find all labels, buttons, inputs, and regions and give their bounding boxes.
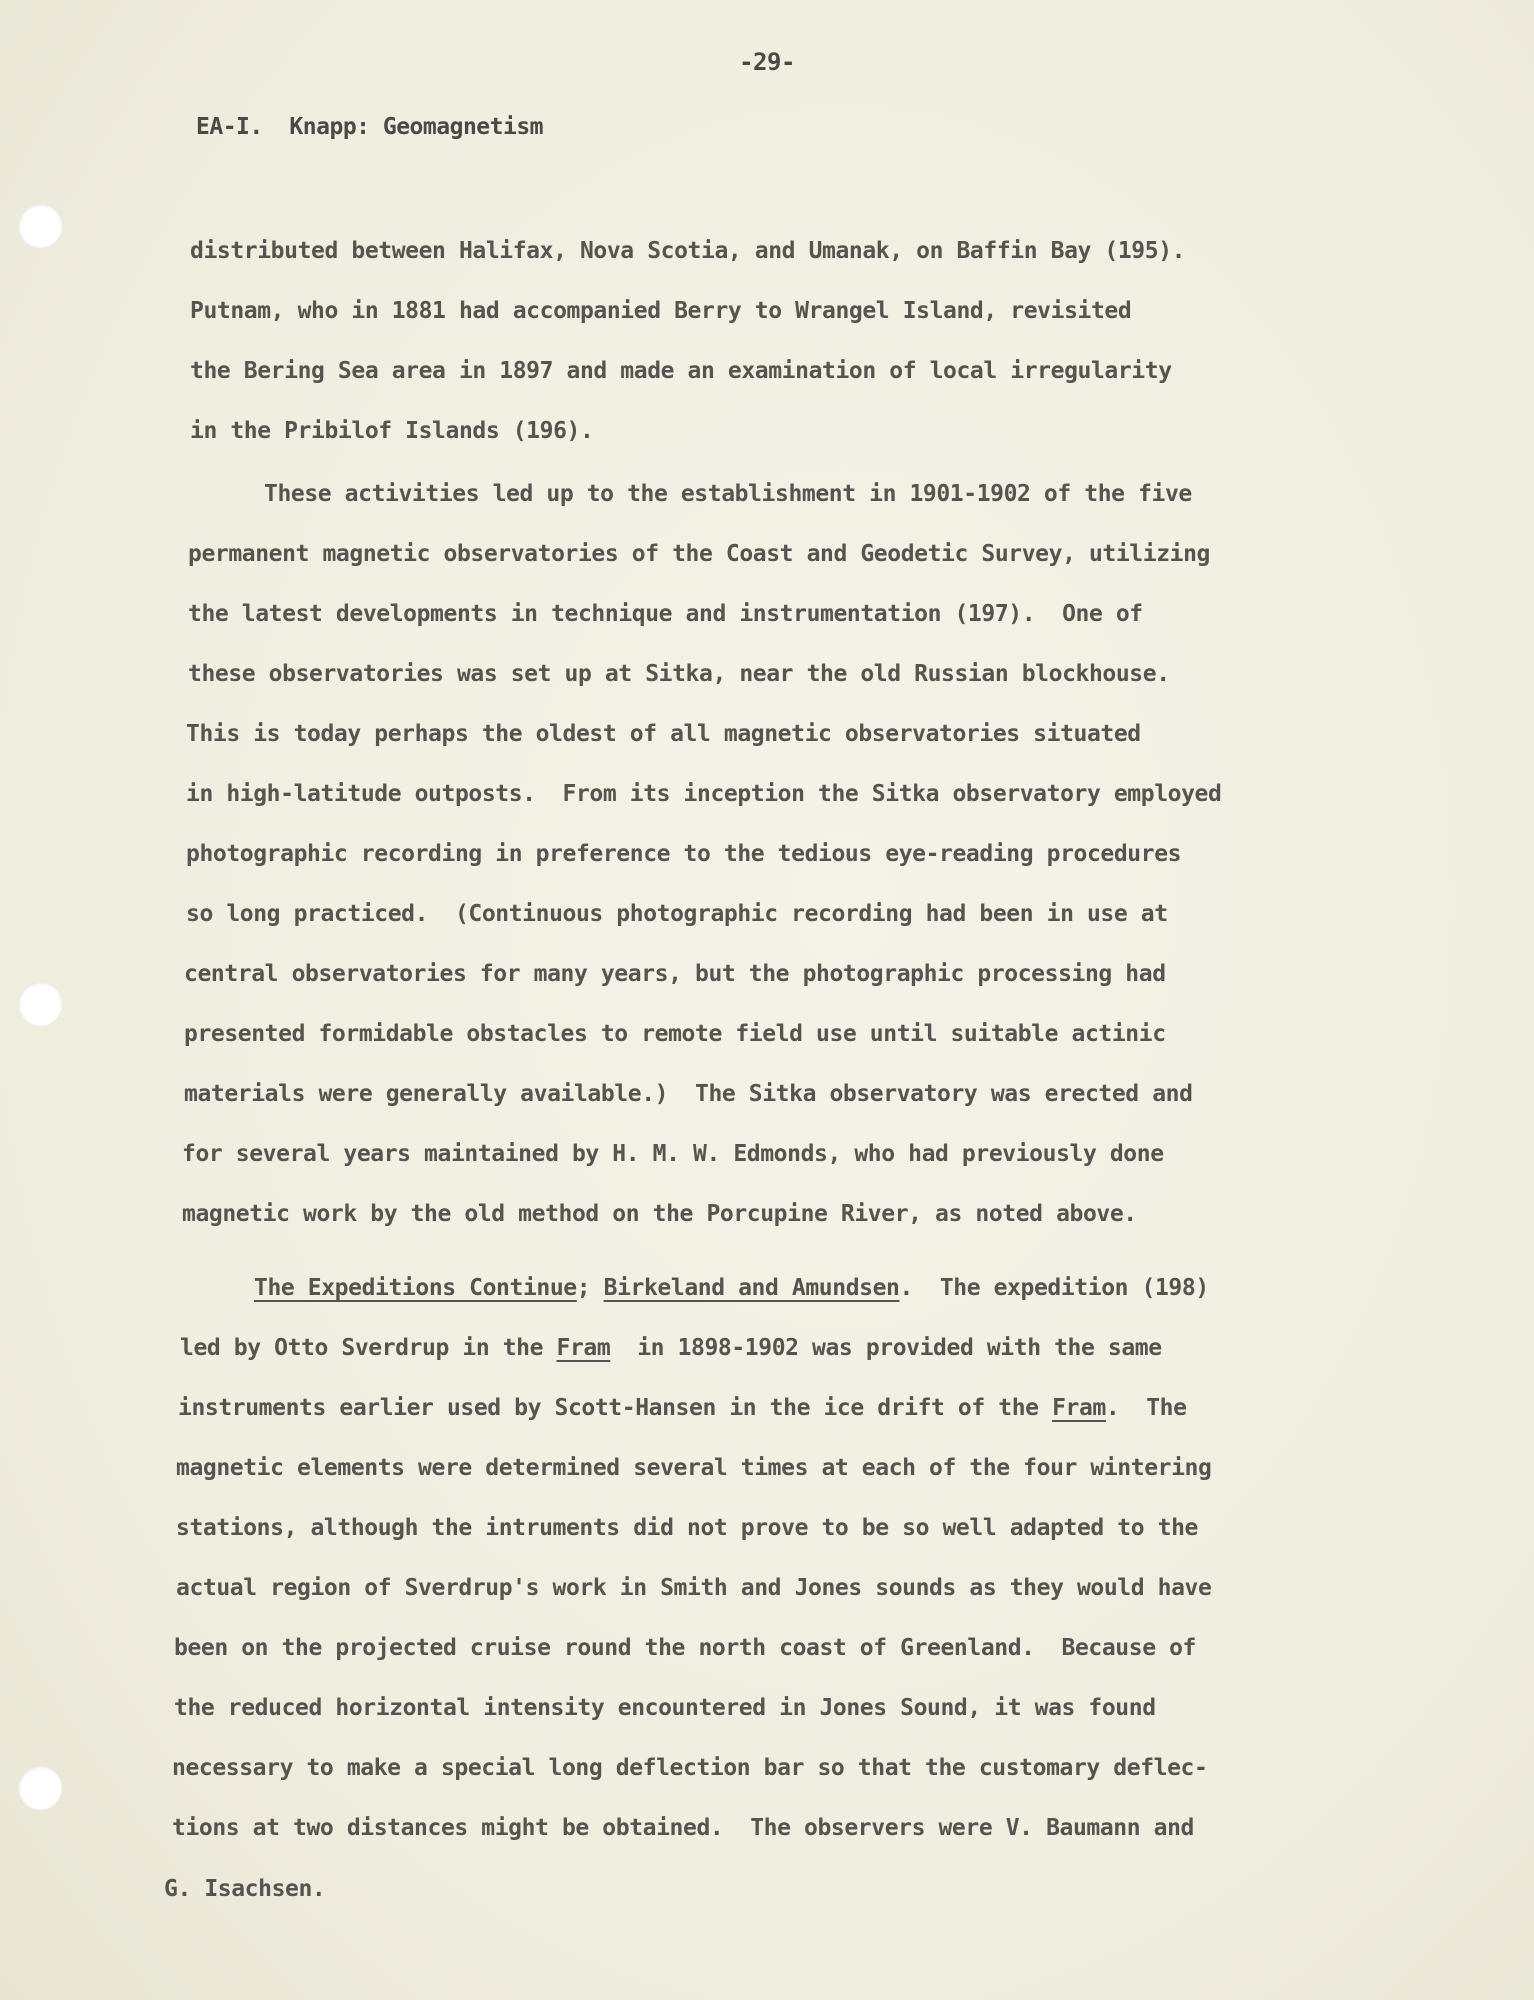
punch-hole-top (18, 204, 62, 248)
text-line: for several years maintained by H. M. W. Edmonds, who had previously done (182, 1141, 1164, 1167)
section-heading-part-1: The Expeditions Continue (254, 1275, 577, 1301)
text-line: the latest developments in technique and instrumentation (197). One of (188, 601, 1143, 627)
text-line: tions at two distances might be obtained. The observers were V. Baumann and (172, 1815, 1194, 1841)
text-line: distributed between Halifax, Nova Scotia, and Umanak, on Baffin Bay (195). (190, 238, 1186, 264)
text-line: materials were generally available.) The Sitka observatory was erected and (184, 1081, 1193, 1107)
punch-hole-middle (18, 982, 62, 1026)
text-fragment: led by Otto Sverdrup in the (180, 1335, 557, 1361)
text-line: magnetic elements were determined several times at each of the four wintering (176, 1455, 1212, 1481)
page-number: -29- (739, 48, 795, 76)
text-fragment: . The (1105, 1395, 1187, 1421)
text-line: the Bering Sea area in 1897 and made an examination of local irregularity (190, 358, 1172, 384)
text-line (254, 1275, 1209, 1301)
punch-hole-bottom (18, 1766, 62, 1810)
text-line: stations, although the intruments did not prove to be so well adapted to the (176, 1515, 1198, 1541)
text-fragment: in 1898-1902 was provided with the same (610, 1335, 1162, 1361)
section-heading-part-2: Birkeland and Amundsen (603, 1275, 900, 1301)
ship-name: Fram (556, 1335, 611, 1361)
text-line: Putnam, who in 1881 had accompanied Berry to Wrangel Island, revisited (190, 298, 1132, 324)
text-line: in the Pribilof Islands (196). (190, 418, 594, 444)
text-fragment: instruments earlier used by Scott-Hansen in the ice drift of the (178, 1395, 1053, 1421)
ship-name: Fram (1052, 1395, 1106, 1421)
text-line: This is today perhaps the oldest of all magnetic observatories situated (186, 721, 1141, 747)
text-line: been on the projected cruise round the north coast of Greenland. Because of (174, 1635, 1196, 1661)
text-line: the reduced horizontal intensity encountered in Jones Sound, it was found (174, 1695, 1156, 1721)
text-line: presented formidable obstacles to remote field use until suitable actinic (184, 1021, 1166, 1047)
text-line: G. Isachsen. (164, 1876, 326, 1902)
heading-separator: ; (576, 1275, 604, 1301)
text-line (178, 1395, 1187, 1421)
text-line: These activities led up to the establishment in 1901-1902 of the five (264, 481, 1192, 507)
text-line: in high-latitude outposts. From its inception the Sitka observatory employed (186, 781, 1222, 807)
text-line: photographic recording in preference to the tedious eye-reading procedures (186, 841, 1182, 867)
text-line: actual region of Sverdrup's work in Smith and Jones sounds as they would have (176, 1575, 1212, 1601)
text-line: necessary to make a special long deflection bar so that the customary deflec- (172, 1755, 1208, 1781)
text-line: permanent magnetic observatories of the Coast and Geodetic Survey, utilizing (188, 541, 1210, 567)
text-line: these observatories was set up at Sitka, near the old Russian blockhouse. (188, 661, 1170, 687)
text-line: so long practiced. (Continuous photographic recording had been in use at (186, 901, 1168, 927)
running-head: EA-I. Knapp: Geomagnetism (196, 114, 544, 140)
text-line: central observatories for many years, but the photographic processing had (184, 961, 1166, 987)
text-line: magnetic work by the old method on the Porcupine River, as noted above. (182, 1201, 1137, 1227)
text-line (180, 1335, 1162, 1361)
text-fragment: . The expedition (198) (899, 1275, 1209, 1301)
